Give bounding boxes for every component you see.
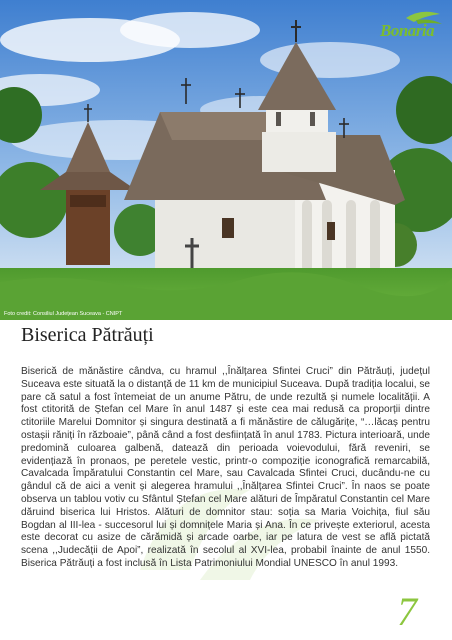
page-number: 7 xyxy=(397,589,417,634)
brand-logo xyxy=(376,8,446,48)
article-body: Biserică de mănăstire cândva, cu hramul ,,Înălțarea Sfintei Cruci” din Pătrăuți, județul Suceava este situată la o distanță de 11 km de municipiul Suceava. După tradiția localui, se pare că satul a fost întemeiat de un anume Pătru, de unde rezultă și numele localității. A fost ctitorită de Ștefan cel Mare în anul 1487 și este cea mai redusă ca proporții dintre ctitoriile Marelui Domnitor și singura destinată a fi mănăstire de călugărițe, “…lăcaș pentru ostașii răniți în războaie”, până când a fost desființată în anul 1783. Pictura interioară, unde predomină culoarea galbenă, datează din perioada voievodului, fără reveniri, se evidențiază în pronaos, pe peretele vestic, printr-o compoziție iconografică remarcabilă, Cavalcada Împăratului Constantin cel Mare, sau Cavalcada Sfintei Cruci, ducându-ne cu gândul că de aici a venit și alegerea hramului ,,Înălțarea Sfintei Cruci”. În naos se poate observa un tablou votiv cu Sfântul Ștefan cel Mare alături de Împăratul Constantin cel Mare dăruind biserica lui Hristos. Alături de domnitor stau: soția sa Maria Voichița, fiul său Bogdan al III-lea - succesorul lui și domnițele Maria și Ana. În ce privește exteriorul, acesta este decorat cu asize de cărămidă și arcade oarbe, iar pe latura de vest se află pictată scena ,,Judecății de Apoi”, realizată în secolul al XVI-lea, probabil înainte de anul 1550. Biserica Pătrăuți a fost inclusă în Lista Patrimoniului Mondial UNESCO în anul 1993. xyxy=(21,366,430,569)
logo-text: Bonaria xyxy=(380,21,435,40)
photo-credit: Foto credit: Consiliul Județean Suceava - CNIPT xyxy=(4,311,123,317)
article-title: Biserica Pătrăuți xyxy=(21,324,154,346)
